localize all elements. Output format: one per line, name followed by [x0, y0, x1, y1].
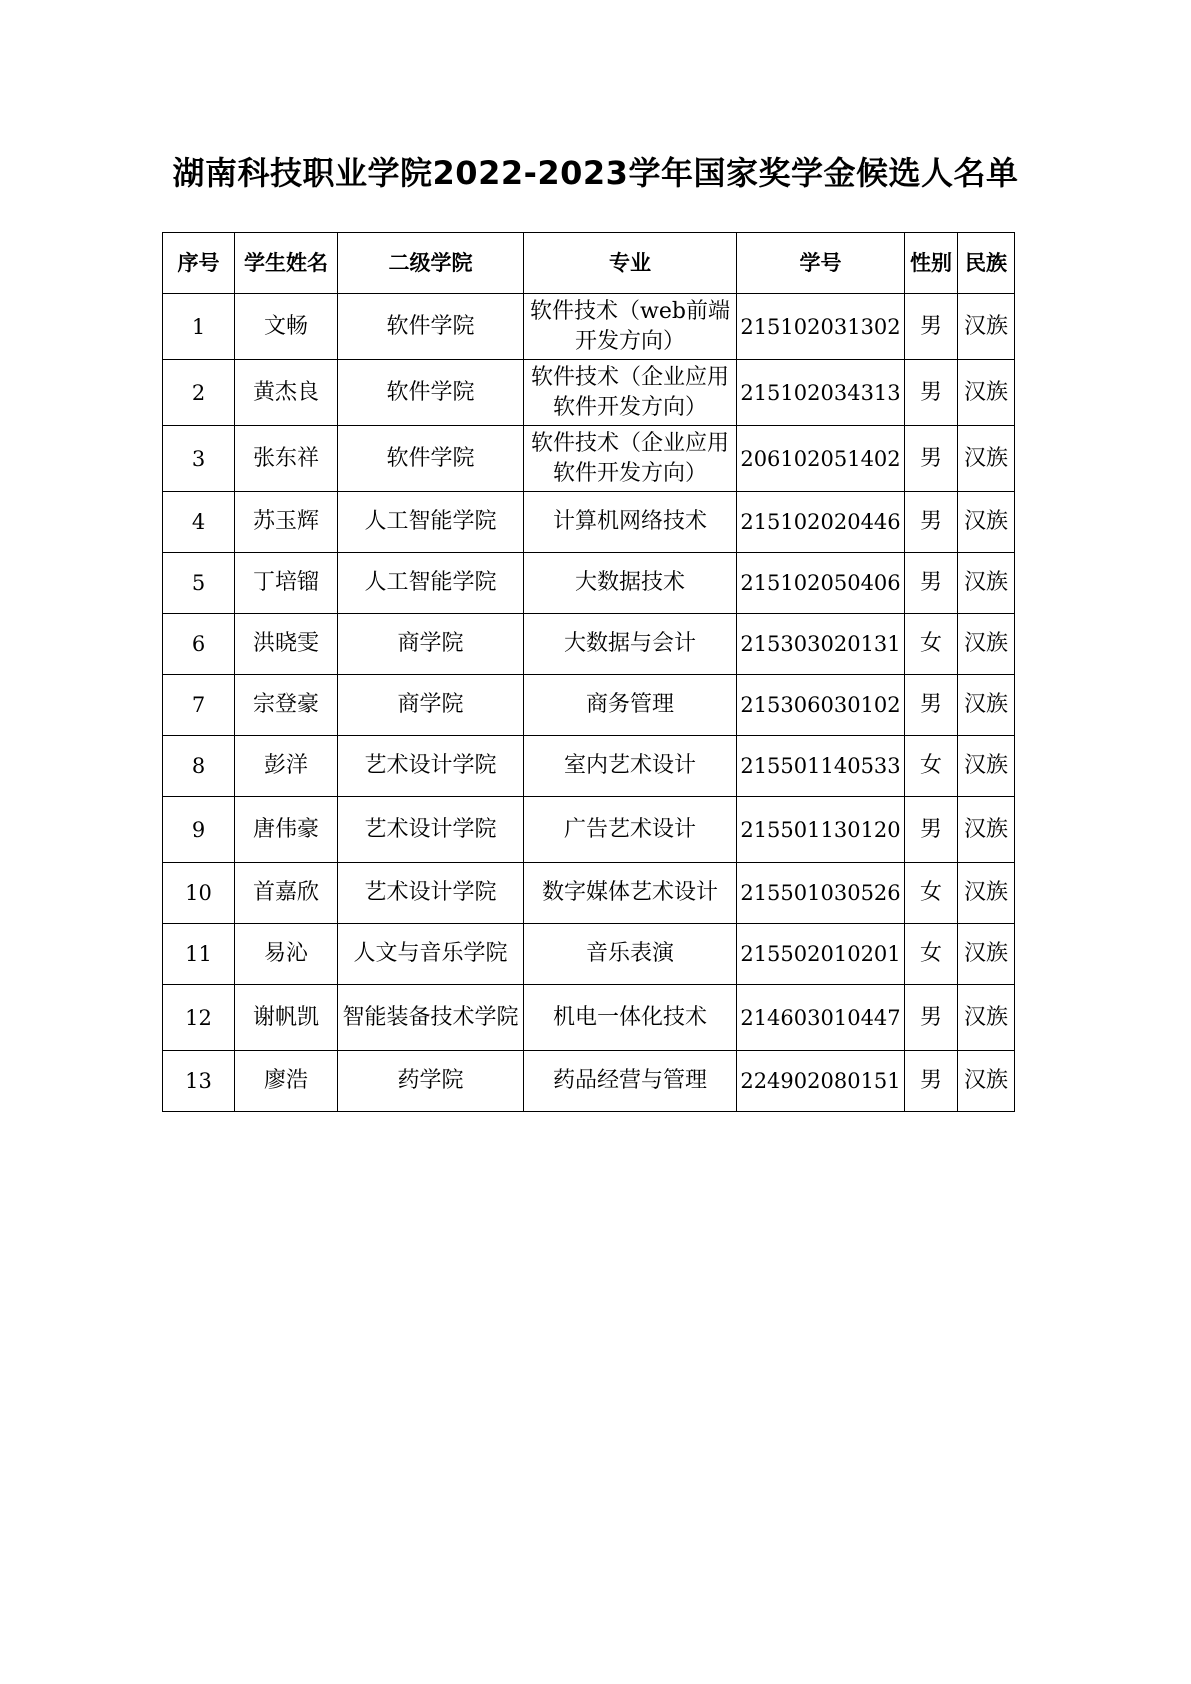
- cell-ethnicity: 汉族: [958, 985, 1015, 1051]
- cell-no: 13: [163, 1051, 235, 1112]
- cell-major: 软件技术（企业应用软件开发方向）: [524, 426, 737, 492]
- cell-college: 商学院: [338, 614, 524, 675]
- cell-student-id: 206102051402: [737, 426, 905, 492]
- cell-name: 文畅: [235, 294, 338, 360]
- cell-student-id: 215502010201: [737, 924, 905, 985]
- cell-student-id: 215303020131: [737, 614, 905, 675]
- cell-college: 人工智能学院: [338, 553, 524, 614]
- cell-ethnicity: 汉族: [958, 675, 1015, 736]
- cell-major: 室内艺术设计: [524, 736, 737, 797]
- cell-name: 丁培镏: [235, 553, 338, 614]
- cell-student-id: 215102020446: [737, 492, 905, 553]
- header-gender: 性别: [905, 233, 958, 294]
- cell-college: 艺术设计学院: [338, 736, 524, 797]
- cell-name: 首嘉欣: [235, 863, 338, 924]
- cell-name: 易沁: [235, 924, 338, 985]
- cell-no: 3: [163, 426, 235, 492]
- cell-college: 智能装备技术学院: [338, 985, 524, 1051]
- cell-gender: 男: [905, 492, 958, 553]
- cell-name: 张东祥: [235, 426, 338, 492]
- header-student-id: 学号: [737, 233, 905, 294]
- table-row: [163, 492, 1015, 553]
- cell-student-id: 215102050406: [737, 553, 905, 614]
- table-row: [163, 1051, 1015, 1112]
- cell-student-id: 215501030526: [737, 863, 905, 924]
- cell-name: 彭洋: [235, 736, 338, 797]
- cell-ethnicity: 汉族: [958, 924, 1015, 985]
- cell-college: 软件学院: [338, 294, 524, 360]
- header-no: 序号: [163, 233, 235, 294]
- cell-major: 软件技术（web前端开发方向）: [524, 294, 737, 360]
- cell-gender: 男: [905, 553, 958, 614]
- cell-gender: 男: [905, 360, 958, 426]
- header-row: [163, 233, 1015, 294]
- cell-student-id: 214603010447: [737, 985, 905, 1051]
- cell-gender: 男: [905, 985, 958, 1051]
- cell-college: 软件学院: [338, 360, 524, 426]
- cell-major: 机电一体化技术: [524, 985, 737, 1051]
- cell-ethnicity: 汉族: [958, 426, 1015, 492]
- cell-gender: 男: [905, 294, 958, 360]
- cell-no: 6: [163, 614, 235, 675]
- cell-major: 商务管理: [524, 675, 737, 736]
- cell-no: 10: [163, 863, 235, 924]
- table-row: [163, 553, 1015, 614]
- table-row: [163, 985, 1015, 1051]
- cell-ethnicity: 汉族: [958, 863, 1015, 924]
- cell-no: 8: [163, 736, 235, 797]
- cell-student-id: 224902080151: [737, 1051, 905, 1112]
- cell-gender: 男: [905, 426, 958, 492]
- cell-ethnicity: 汉族: [958, 294, 1015, 360]
- cell-college: 软件学院: [338, 426, 524, 492]
- cell-college: 药学院: [338, 1051, 524, 1112]
- cell-gender: 女: [905, 924, 958, 985]
- cell-gender: 女: [905, 863, 958, 924]
- cell-student-id: 215501130120: [737, 797, 905, 863]
- cell-major: 数字媒体艺术设计: [524, 863, 737, 924]
- cell-major: 计算机网络技术: [524, 492, 737, 553]
- cell-student-id: 215102034313: [737, 360, 905, 426]
- cell-gender: 女: [905, 614, 958, 675]
- cell-no: 1: [163, 294, 235, 360]
- table-row: [163, 360, 1015, 426]
- header-name: 学生姓名: [235, 233, 338, 294]
- header-college: 二级学院: [338, 233, 524, 294]
- cell-ethnicity: 汉族: [958, 614, 1015, 675]
- cell-student-id: 215306030102: [737, 675, 905, 736]
- cell-student-id: 215102031302: [737, 294, 905, 360]
- table-row: [163, 294, 1015, 360]
- cell-major: 音乐表演: [524, 924, 737, 985]
- cell-ethnicity: 汉族: [958, 736, 1015, 797]
- cell-ethnicity: 汉族: [958, 360, 1015, 426]
- cell-student-id: 215501140533: [737, 736, 905, 797]
- cell-gender: 男: [905, 675, 958, 736]
- cell-name: 苏玉辉: [235, 492, 338, 553]
- cell-major: 药品经营与管理: [524, 1051, 737, 1112]
- header-major: 专业: [524, 233, 737, 294]
- cell-no: 2: [163, 360, 235, 426]
- table-row: [163, 736, 1015, 797]
- cell-no: 11: [163, 924, 235, 985]
- cell-name: 洪晓雯: [235, 614, 338, 675]
- cell-college: 艺术设计学院: [338, 797, 524, 863]
- cell-college: 人文与音乐学院: [338, 924, 524, 985]
- cell-major: 大数据与会计: [524, 614, 737, 675]
- cell-ethnicity: 汉族: [958, 492, 1015, 553]
- cell-no: 5: [163, 553, 235, 614]
- table-row: [163, 614, 1015, 675]
- candidate-table: [162, 232, 1015, 1112]
- table-row: [163, 924, 1015, 985]
- table-row: [163, 675, 1015, 736]
- table-row: [163, 426, 1015, 492]
- cell-major: 大数据技术: [524, 553, 737, 614]
- cell-ethnicity: 汉族: [958, 797, 1015, 863]
- cell-no: 4: [163, 492, 235, 553]
- cell-major: 广告艺术设计: [524, 797, 737, 863]
- cell-gender: 男: [905, 1051, 958, 1112]
- cell-ethnicity: 汉族: [958, 553, 1015, 614]
- cell-college: 艺术设计学院: [338, 863, 524, 924]
- header-ethnicity: 民族: [958, 233, 1015, 294]
- cell-no: 9: [163, 797, 235, 863]
- cell-college: 人工智能学院: [338, 492, 524, 553]
- table-row: [163, 797, 1015, 863]
- cell-name: 唐伟豪: [235, 797, 338, 863]
- cell-major: 软件技术（企业应用软件开发方向）: [524, 360, 737, 426]
- cell-gender: 男: [905, 797, 958, 863]
- cell-no: 12: [163, 985, 235, 1051]
- table-row: [163, 863, 1015, 924]
- page-title: 湖南科技职业学院2022-2023学年国家奖学金候选人名单: [172, 154, 1019, 192]
- cell-name: 宗登豪: [235, 675, 338, 736]
- cell-gender: 女: [905, 736, 958, 797]
- cell-ethnicity: 汉族: [958, 1051, 1015, 1112]
- cell-name: 黄杰良: [235, 360, 338, 426]
- cell-college: 商学院: [338, 675, 524, 736]
- cell-no: 7: [163, 675, 235, 736]
- cell-name: 廖浩: [235, 1051, 338, 1112]
- cell-name: 谢帆凯: [235, 985, 338, 1051]
